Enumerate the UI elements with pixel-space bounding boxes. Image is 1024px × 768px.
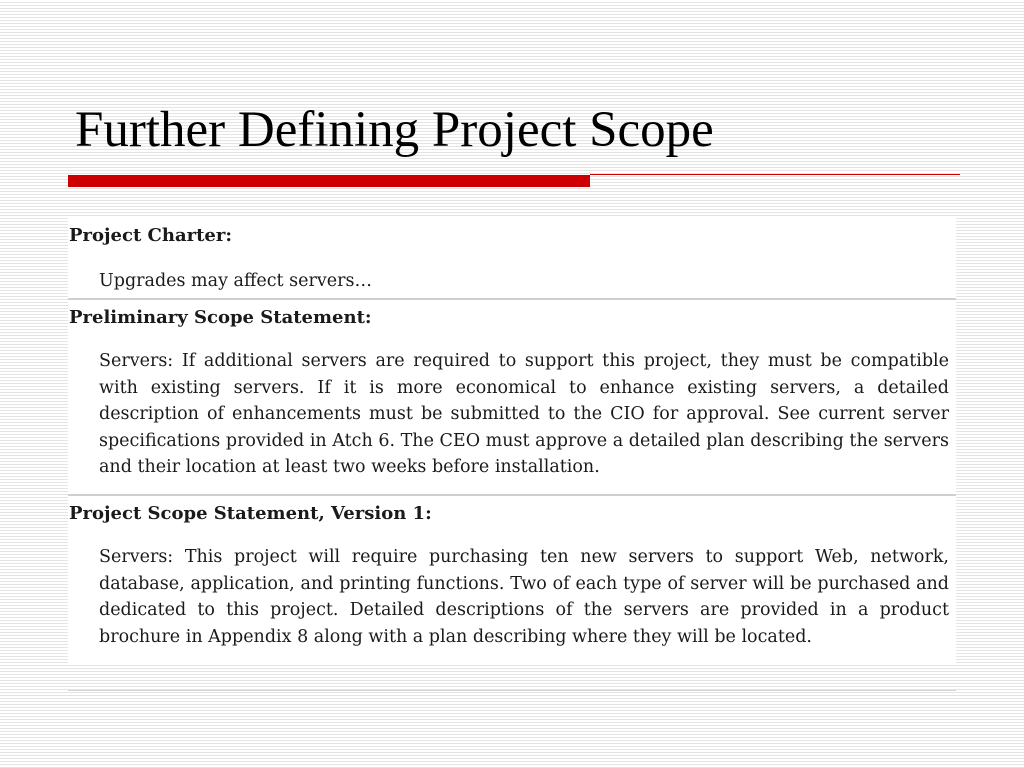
title-underline-bar <box>68 175 590 187</box>
section-body: Upgrades may affect servers… <box>99 271 372 291</box>
section-heading: Project Scope Statement, Version 1: <box>69 503 432 524</box>
section-preliminary-scope-statement <box>68 300 956 496</box>
title-underline-rule <box>590 174 960 175</box>
section-project-charter <box>68 218 956 300</box>
section-heading: Project Charter: <box>69 225 232 246</box>
slide-title: Further Defining Project Scope <box>75 102 714 158</box>
bottom-divider <box>68 690 956 691</box>
section-body: Servers: If additional servers are required to support this project, they must be compatible with existing servers. If it is more economical to enhance existing servers, a detailed description of enhancements must be submitted to the CIO for approval. See current server specifications provided in Atch 6. The CEO must approve a detailed plan describing the servers and their location at least two weeks before installation. <box>99 351 949 477</box>
scope-comparison-table <box>68 218 956 665</box>
section-project-scope-statement-v1 <box>68 496 956 665</box>
section-body: Servers: This project will require purchasing ten new servers to support Web, network, database, application, and printing functions. Two of each type of server will be purchased and dedicated to this project. Detailed descriptions of the servers are provided in a product brochure in Appendix 8 along with a plan describing where they will be located. <box>99 547 949 647</box>
section-heading: Preliminary Scope Statement: <box>69 307 372 328</box>
